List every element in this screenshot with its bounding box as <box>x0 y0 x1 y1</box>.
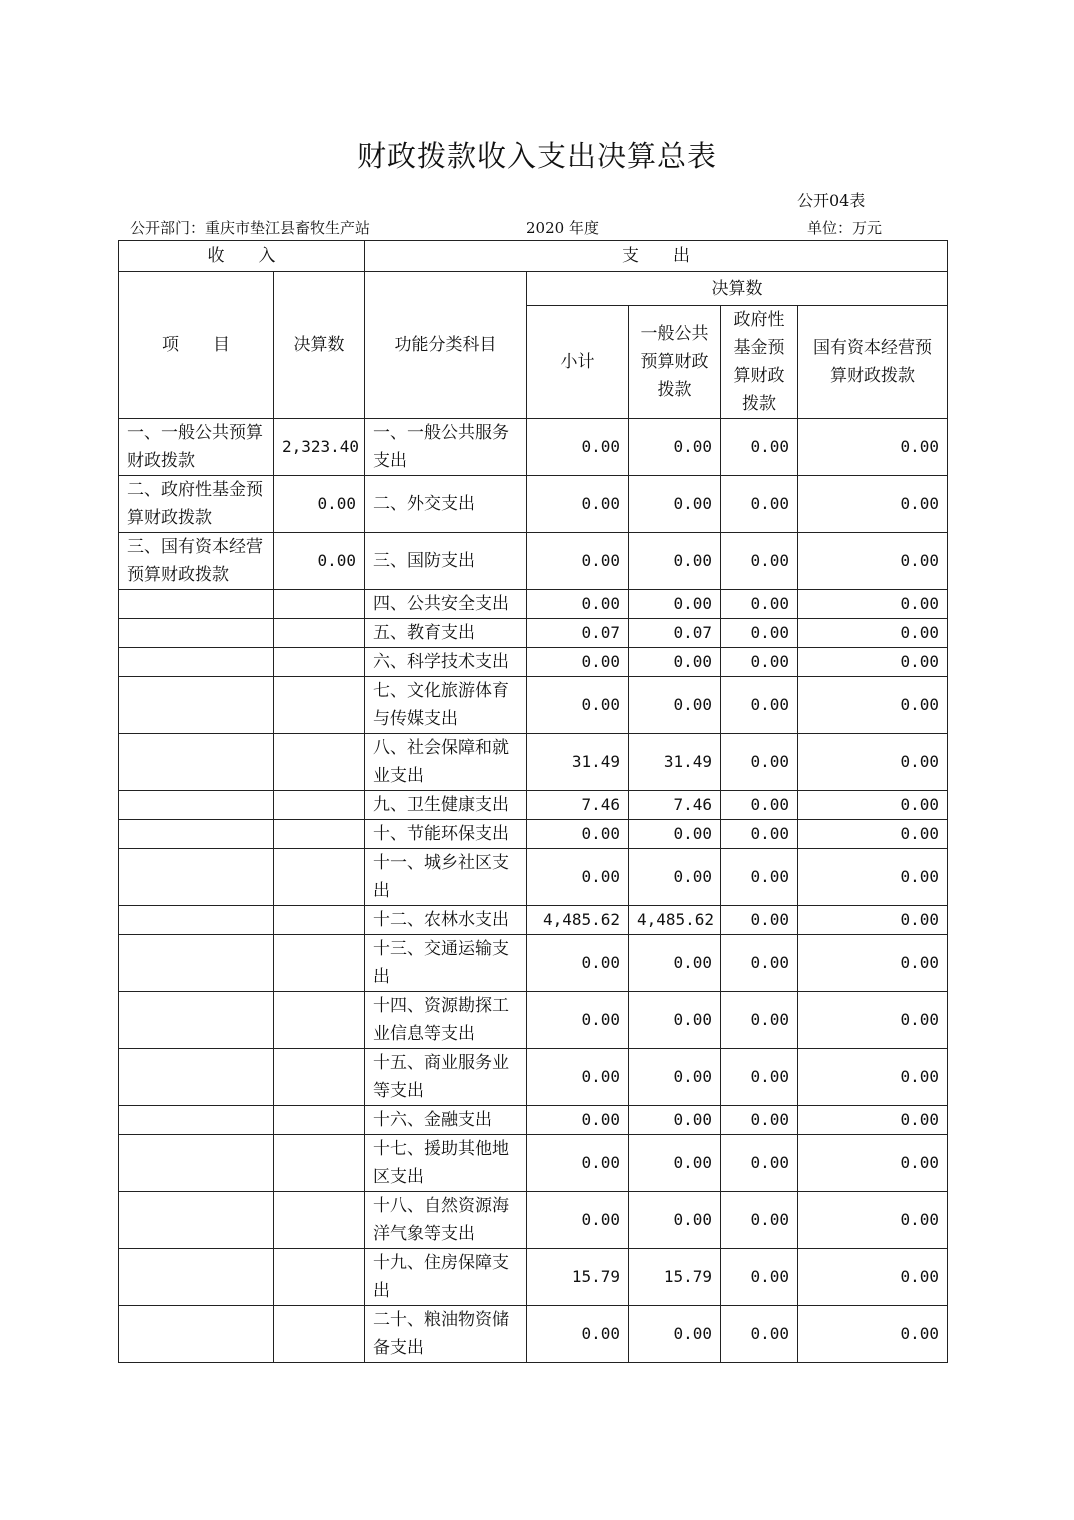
gov-fund-cell: 0.00 <box>721 677 798 734</box>
subtotal-cell: 4,485.62 <box>527 906 629 935</box>
category-cell: 十五、商业服务业等支出 <box>365 1049 527 1106</box>
income-amount-cell <box>274 791 365 820</box>
gov-fund-cell: 0.00 <box>721 533 798 590</box>
income-item-cell <box>119 1049 274 1106</box>
general-budget-cell: 0.00 <box>629 992 721 1049</box>
state-capital-cell: 0.00 <box>798 1106 948 1135</box>
gov-fund-cell: 0.00 <box>721 1306 798 1363</box>
income-amount-cell: 2,323.40 <box>274 419 365 476</box>
state-capital-cell: 0.00 <box>798 791 948 820</box>
subtotal-cell: 0.00 <box>527 1135 629 1192</box>
category-cell: 八、社会保障和就业支出 <box>365 734 527 791</box>
subtotal-cell: 0.00 <box>527 1306 629 1363</box>
subtotal-cell: 31.49 <box>527 734 629 791</box>
income-item-cell <box>119 734 274 791</box>
table-row <box>119 1249 948 1306</box>
table-row <box>119 734 948 791</box>
subtotal-cell: 0.00 <box>527 677 629 734</box>
table-row <box>119 1135 948 1192</box>
table-row <box>119 419 948 476</box>
table-row <box>119 533 948 590</box>
table-row <box>119 476 948 533</box>
table-row <box>119 619 948 648</box>
income-amount-cell <box>274 992 365 1049</box>
gov-fund-cell: 0.00 <box>721 906 798 935</box>
income-item-cell <box>119 1106 274 1135</box>
general-budget-header: 一般公共预算财政拨款 <box>629 306 721 419</box>
category-cell: 十七、援助其他地区支出 <box>365 1135 527 1192</box>
income-amount-cell: 0.00 <box>274 476 365 533</box>
gov-fund-cell: 0.00 <box>721 849 798 906</box>
income-item-cell: 二、政府性基金预算财政拨款 <box>119 476 274 533</box>
income-item-cell <box>119 791 274 820</box>
gov-fund-cell: 0.00 <box>721 648 798 677</box>
final-amount-header: 决算数 <box>527 272 948 306</box>
state-capital-cell: 0.00 <box>798 992 948 1049</box>
subtotal-cell: 0.00 <box>527 820 629 849</box>
income-item-cell <box>119 1306 274 1363</box>
income-header: 收 入 <box>119 241 365 272</box>
income-amount-cell: 0.00 <box>274 533 365 590</box>
category-cell: 九、卫生健康支出 <box>365 791 527 820</box>
category-cell: 六、科学技术支出 <box>365 648 527 677</box>
table-row <box>119 1049 948 1106</box>
subtotal-cell: 0.07 <box>527 619 629 648</box>
func-category-header: 功能分类科目 <box>365 272 527 419</box>
category-cell: 七、文化旅游体育与传媒支出 <box>365 677 527 734</box>
state-capital-cell: 0.00 <box>798 1049 948 1106</box>
income-amount-cell <box>274 1049 365 1106</box>
income-amount-cell <box>274 648 365 677</box>
general-budget-cell: 0.00 <box>629 935 721 992</box>
general-budget-cell: 4,485.62 <box>629 906 721 935</box>
income-amount-cell <box>274 906 365 935</box>
general-budget-cell: 0.00 <box>629 476 721 533</box>
table-row <box>119 1192 948 1249</box>
gov-fund-cell: 0.00 <box>721 1049 798 1106</box>
table-row <box>119 677 948 734</box>
income-item-cell <box>119 619 274 648</box>
gov-fund-cell: 0.00 <box>721 1135 798 1192</box>
gov-fund-cell: 0.00 <box>721 820 798 849</box>
income-item-cell <box>119 1249 274 1306</box>
general-budget-cell: 0.00 <box>629 1106 721 1135</box>
state-capital-cell: 0.00 <box>798 648 948 677</box>
year-label: 2020 年度 <box>526 219 599 237</box>
gov-fund-cell: 0.00 <box>721 734 798 791</box>
gov-fund-cell: 0.00 <box>721 1106 798 1135</box>
income-item-cell: 三、国有资本经营预算财政拨款 <box>119 533 274 590</box>
subtotal-cell: 0.00 <box>527 648 629 677</box>
category-cell: 五、教育支出 <box>365 619 527 648</box>
income-item-cell <box>119 1135 274 1192</box>
general-budget-cell: 0.07 <box>629 619 721 648</box>
page-title: 财政拨款收入支出决算总表 <box>356 139 717 173</box>
gov-fund-cell: 0.00 <box>721 935 798 992</box>
category-cell: 十八、自然资源海洋气象等支出 <box>365 1192 527 1249</box>
general-budget-cell: 0.00 <box>629 1306 721 1363</box>
category-cell: 十、节能环保支出 <box>365 820 527 849</box>
gov-fund-cell: 0.00 <box>721 419 798 476</box>
category-cell: 三、国防支出 <box>365 533 527 590</box>
general-budget-cell: 0.00 <box>629 419 721 476</box>
income-amount-cell <box>274 677 365 734</box>
income-amount-cell <box>274 1106 365 1135</box>
subtotal-cell: 7.46 <box>527 791 629 820</box>
gov-fund-cell: 0.00 <box>721 1192 798 1249</box>
unit-label: 单位：万元 <box>807 219 883 237</box>
expense-header: 支 出 <box>365 241 948 272</box>
category-cell: 二、外交支出 <box>365 476 527 533</box>
income-amount-cell <box>274 734 365 791</box>
gov-fund-cell: 0.00 <box>721 476 798 533</box>
income-item-cell <box>119 935 274 992</box>
general-budget-cell: 0.00 <box>629 590 721 619</box>
subtotal-cell: 0.00 <box>527 419 629 476</box>
table-row <box>119 906 948 935</box>
budget-table <box>118 240 948 1363</box>
general-budget-cell: 0.00 <box>629 820 721 849</box>
state-capital-cell: 0.00 <box>798 935 948 992</box>
income-amount-cell <box>274 1192 365 1249</box>
general-budget-cell: 0.00 <box>629 533 721 590</box>
department-label: 公开部门：重庆市垫江县畜牧生产站 <box>130 219 371 237</box>
state-capital-cell: 0.00 <box>798 849 948 906</box>
subtotal-cell: 0.00 <box>527 1192 629 1249</box>
income-amount-cell <box>274 619 365 648</box>
gov-fund-header: 政府性基金预算财政拨款 <box>721 306 798 419</box>
general-budget-cell: 0.00 <box>629 648 721 677</box>
state-capital-cell: 0.00 <box>798 1135 948 1192</box>
category-cell: 十四、资源勘探工业信息等支出 <box>365 992 527 1049</box>
category-cell: 十三、交通运输支出 <box>365 935 527 992</box>
state-capital-cell: 0.00 <box>798 677 948 734</box>
category-cell: 十一、城乡社区支出 <box>365 849 527 906</box>
subtotal-cell: 15.79 <box>527 1249 629 1306</box>
income-amount-cell <box>274 1249 365 1306</box>
subtotal-header: 小计 <box>527 306 629 419</box>
gov-fund-cell: 0.00 <box>721 590 798 619</box>
state-capital-cell: 0.00 <box>798 419 948 476</box>
table-row <box>119 1106 948 1135</box>
income-item-cell <box>119 992 274 1049</box>
category-cell: 一、一般公共服务支出 <box>365 419 527 476</box>
table-row <box>119 992 948 1049</box>
general-budget-cell: 0.00 <box>629 1049 721 1106</box>
general-budget-cell: 0.00 <box>629 1192 721 1249</box>
income-amount-cell <box>274 820 365 849</box>
income-amount-cell <box>274 1135 365 1192</box>
income-amount-cell <box>274 1306 365 1363</box>
income-item-cell <box>119 677 274 734</box>
subtotal-cell: 0.00 <box>527 1049 629 1106</box>
income-item-cell <box>119 849 274 906</box>
table-row <box>119 648 948 677</box>
general-budget-cell: 7.46 <box>629 791 721 820</box>
gov-fund-cell: 0.00 <box>721 791 798 820</box>
table-row <box>119 849 948 906</box>
category-cell: 四、公共安全支出 <box>365 590 527 619</box>
state-capital-cell: 0.00 <box>798 906 948 935</box>
subtotal-cell: 0.00 <box>527 533 629 590</box>
table-row <box>119 590 948 619</box>
general-budget-cell: 0.00 <box>629 849 721 906</box>
state-capital-cell: 0.00 <box>798 476 948 533</box>
income-item-cell <box>119 820 274 849</box>
subtotal-cell: 0.00 <box>527 849 629 906</box>
subtotal-cell: 0.00 <box>527 992 629 1049</box>
gov-fund-cell: 0.00 <box>721 1249 798 1306</box>
general-budget-cell: 15.79 <box>629 1249 721 1306</box>
income-item-cell <box>119 1192 274 1249</box>
category-cell: 十九、住房保障支出 <box>365 1249 527 1306</box>
gov-fund-cell: 0.00 <box>721 992 798 1049</box>
category-cell: 十二、农林水支出 <box>365 906 527 935</box>
state-capital-cell: 0.00 <box>798 533 948 590</box>
income-item-cell <box>119 648 274 677</box>
state-capital-header: 国有资本经营预算财政拨款 <box>798 306 948 419</box>
category-cell: 二十、粮油物资储备支出 <box>365 1306 527 1363</box>
table-row <box>119 820 948 849</box>
subtotal-cell: 0.00 <box>527 476 629 533</box>
state-capital-cell: 0.00 <box>798 1249 948 1306</box>
general-budget-cell: 31.49 <box>629 734 721 791</box>
income-item-cell: 一、一般公共预算财政拨款 <box>119 419 274 476</box>
amount-header: 决算数 <box>274 272 365 419</box>
income-amount-cell <box>274 849 365 906</box>
income-item-cell <box>119 906 274 935</box>
table-row <box>119 791 948 820</box>
income-amount-cell <box>274 590 365 619</box>
subtotal-cell: 0.00 <box>527 590 629 619</box>
table-row <box>119 935 948 992</box>
gov-fund-cell: 0.00 <box>721 619 798 648</box>
state-capital-cell: 0.00 <box>798 1192 948 1249</box>
general-budget-cell: 0.00 <box>629 677 721 734</box>
subtotal-cell: 0.00 <box>527 935 629 992</box>
state-capital-cell: 0.00 <box>798 619 948 648</box>
form-number: 公开04表 <box>797 191 866 210</box>
table-row <box>119 1306 948 1363</box>
subtotal-cell: 0.00 <box>527 1106 629 1135</box>
general-budget-cell: 0.00 <box>629 1135 721 1192</box>
income-item-cell <box>119 590 274 619</box>
category-cell: 十六、金融支出 <box>365 1106 527 1135</box>
state-capital-cell: 0.00 <box>798 734 948 791</box>
item-header: 项 目 <box>119 272 274 419</box>
state-capital-cell: 0.00 <box>798 590 948 619</box>
state-capital-cell: 0.00 <box>798 820 948 849</box>
state-capital-cell: 0.00 <box>798 1306 948 1363</box>
income-amount-cell <box>274 935 365 992</box>
